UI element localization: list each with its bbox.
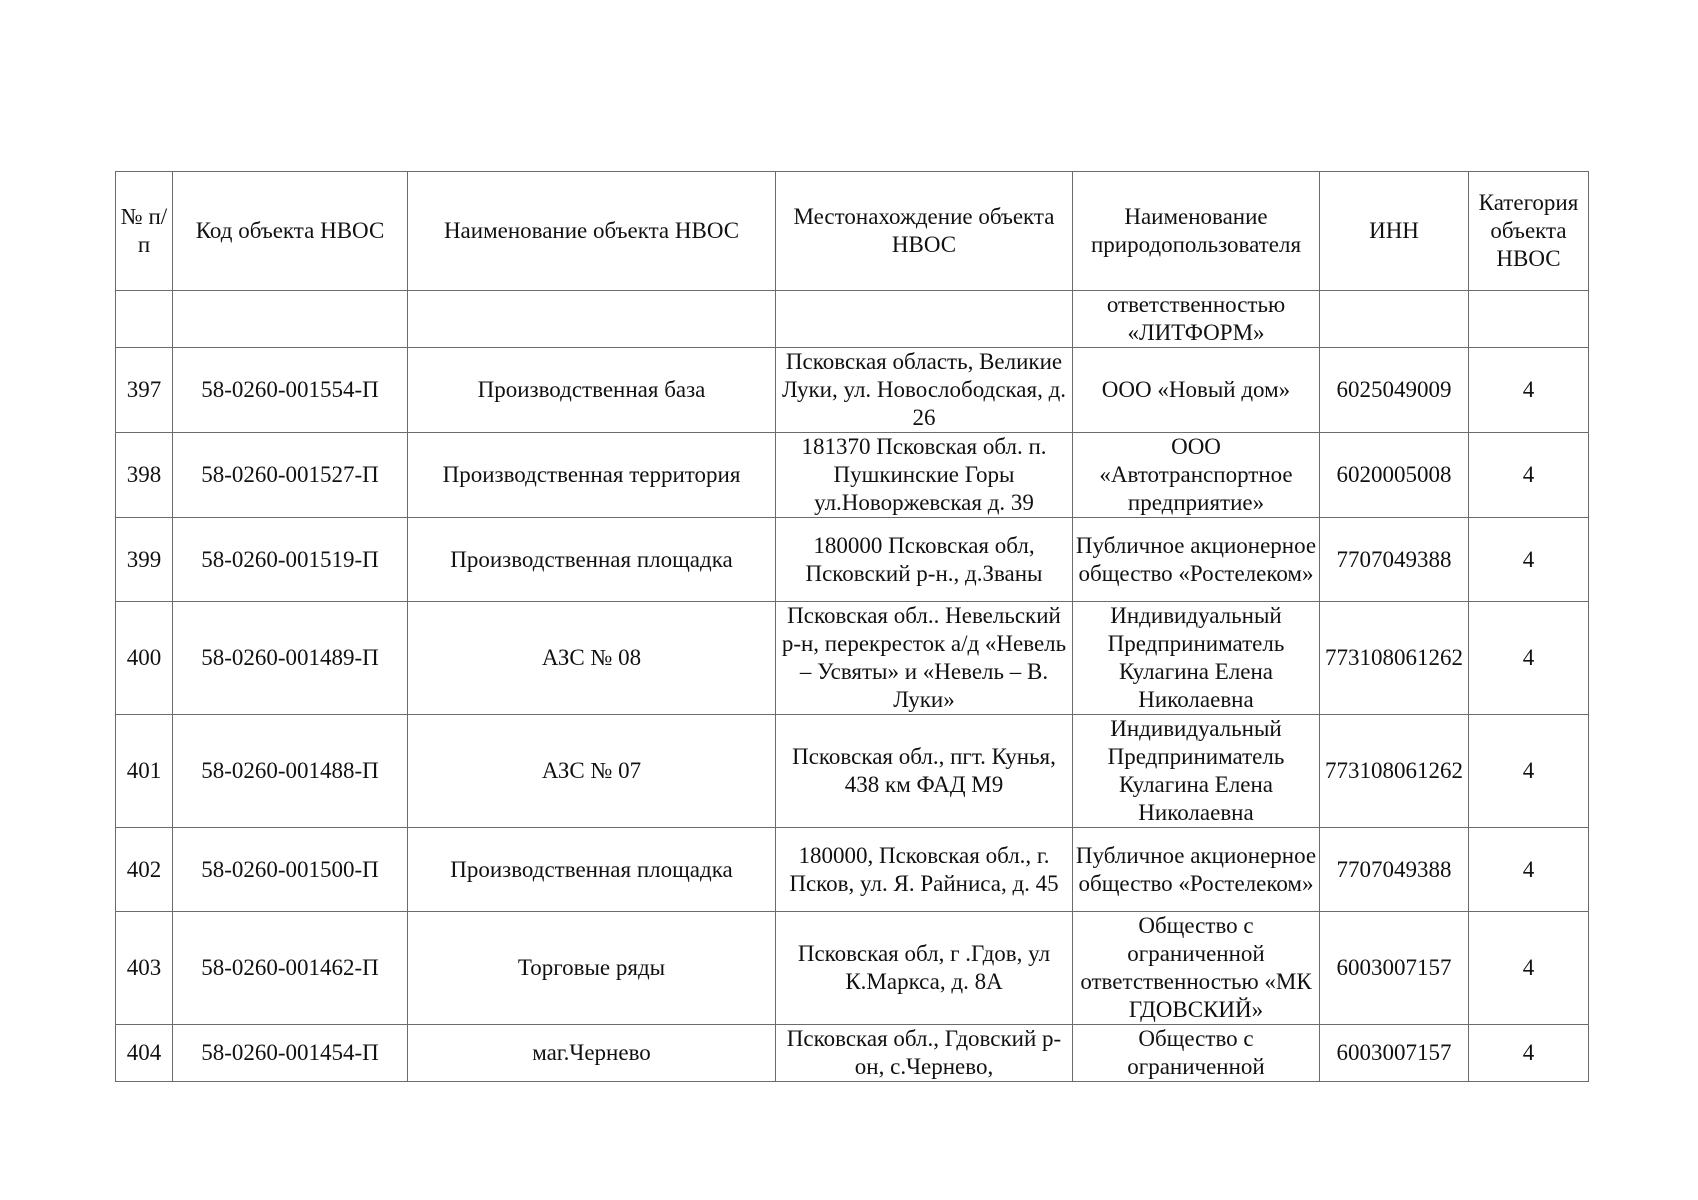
cell-num: 399 — [116, 518, 173, 602]
cell-location: Псковская обл., пгт. Кунья, 438 км ФАД М9 — [776, 715, 1073, 828]
cell-category: 4 — [1469, 602, 1589, 715]
cell-inn: 6003007157 — [1320, 1025, 1469, 1082]
table-row — [116, 433, 1589, 518]
cell-code: 58-0260-001462-П — [173, 912, 408, 1025]
cell-category: 4 — [1469, 518, 1589, 602]
cell-name: Торговые ряды — [408, 912, 776, 1025]
header-user: Наименование природопользователя — [1073, 172, 1320, 291]
header-num: № п/п — [116, 172, 173, 291]
continuation-row — [116, 291, 1589, 348]
cell-category: 4 — [1469, 348, 1589, 433]
cell-name: Производственная площадка — [408, 828, 776, 912]
cell-location — [776, 291, 1073, 348]
cell-category: 4 — [1469, 1025, 1589, 1082]
header-category: Категория объекта НВОС — [1469, 172, 1589, 291]
cell-user: ООО «Автотранспортное предприятие» — [1073, 433, 1320, 518]
table-header-row — [116, 172, 1589, 291]
cell-inn: 773108061262 — [1320, 715, 1469, 828]
cell-category: 4 — [1469, 433, 1589, 518]
table-row — [116, 715, 1589, 828]
header-name: Наименование объекта НВОС — [408, 172, 776, 291]
cell-category: 4 — [1469, 828, 1589, 912]
table-row — [116, 828, 1589, 912]
cell-location: Псковская обл.. Невельский р-н, перекресток а/д «Невель – Усвяты» и «Невель – В. Луки» — [776, 602, 1073, 715]
cell-code: 58-0260-001454-П — [173, 1025, 408, 1082]
cell-location: Псковская обл, г .Гдов, ул К.Маркса, д. 8А — [776, 912, 1073, 1025]
cell-name: АЗС № 08 — [408, 602, 776, 715]
cell-user: Общество с ограниченной — [1073, 1025, 1320, 1082]
table-row — [116, 518, 1589, 602]
cell-inn — [1320, 291, 1469, 348]
cell-user: Индивидуальный Предприниматель Кулагина Елена Николаевна — [1073, 715, 1320, 828]
cell-num: 398 — [116, 433, 173, 518]
cell-user: ответственностью «ЛИТФОРМ» — [1073, 291, 1320, 348]
cell-code — [173, 291, 408, 348]
header-code: Код объекта НВОС — [173, 172, 408, 291]
cell-num: 400 — [116, 602, 173, 715]
cell-inn: 7707049388 — [1320, 828, 1469, 912]
cell-code: 58-0260-001500-П — [173, 828, 408, 912]
cell-code: 58-0260-001489-П — [173, 602, 408, 715]
cell-inn: 7707049388 — [1320, 518, 1469, 602]
cell-code: 58-0260-001519-П — [173, 518, 408, 602]
cell-user: Публичное акционерное общество «Ростелеком» — [1073, 518, 1320, 602]
cell-num: 403 — [116, 912, 173, 1025]
table-row — [116, 602, 1589, 715]
cell-code: 58-0260-001554-П — [173, 348, 408, 433]
nvos-registry-table — [115, 171, 1589, 1082]
cell-name: АЗС № 07 — [408, 715, 776, 828]
cell-name: Производственная база — [408, 348, 776, 433]
cell-num — [116, 291, 173, 348]
cell-inn: 6020005008 — [1320, 433, 1469, 518]
table-row — [116, 1025, 1589, 1082]
cell-name — [408, 291, 776, 348]
cell-category: 4 — [1469, 715, 1589, 828]
cell-user: ООО «Новый дом» — [1073, 348, 1320, 433]
cell-location: 181370 Псковская обл. п. Пушкинские Горы ул.Новоржевская д. 39 — [776, 433, 1073, 518]
cell-category: 4 — [1469, 912, 1589, 1025]
cell-location: 180000 Псковская обл, Псковский р-н., д.Званы — [776, 518, 1073, 602]
cell-code: 58-0260-001488-П — [173, 715, 408, 828]
cell-num: 397 — [116, 348, 173, 433]
cell-user: Публичное акционерное общество «Ростелеком» — [1073, 828, 1320, 912]
cell-num: 401 — [116, 715, 173, 828]
cell-user: Индивидуальный Предприниматель Кулагина Елена Николаевна — [1073, 602, 1320, 715]
cell-code: 58-0260-001527-П — [173, 433, 408, 518]
table-row — [116, 912, 1589, 1025]
table-row — [116, 348, 1589, 433]
cell-num: 404 — [116, 1025, 173, 1082]
cell-inn: 6025049009 — [1320, 348, 1469, 433]
header-inn: ИНН — [1320, 172, 1469, 291]
cell-location: Псковская область, Великие Луки, ул. Новослободская, д. 26 — [776, 348, 1073, 433]
cell-name: Производственная площадка — [408, 518, 776, 602]
cell-category — [1469, 291, 1589, 348]
cell-location: 180000, Псковская обл., г. Псков, ул. Я. Райниса, д. 45 — [776, 828, 1073, 912]
cell-user: Общество с ограниченной ответственностью «МК ГДОВСКИЙ» — [1073, 912, 1320, 1025]
cell-name: Производственная территория — [408, 433, 776, 518]
cell-inn: 773108061262 — [1320, 602, 1469, 715]
cell-num: 402 — [116, 828, 173, 912]
cell-location: Псковская обл., Гдовский р-он, с.Чернево, — [776, 1025, 1073, 1082]
header-location: Местонахождение объекта НВОС — [776, 172, 1073, 291]
cell-inn: 6003007157 — [1320, 912, 1469, 1025]
cell-name: маг.Чернево — [408, 1025, 776, 1082]
